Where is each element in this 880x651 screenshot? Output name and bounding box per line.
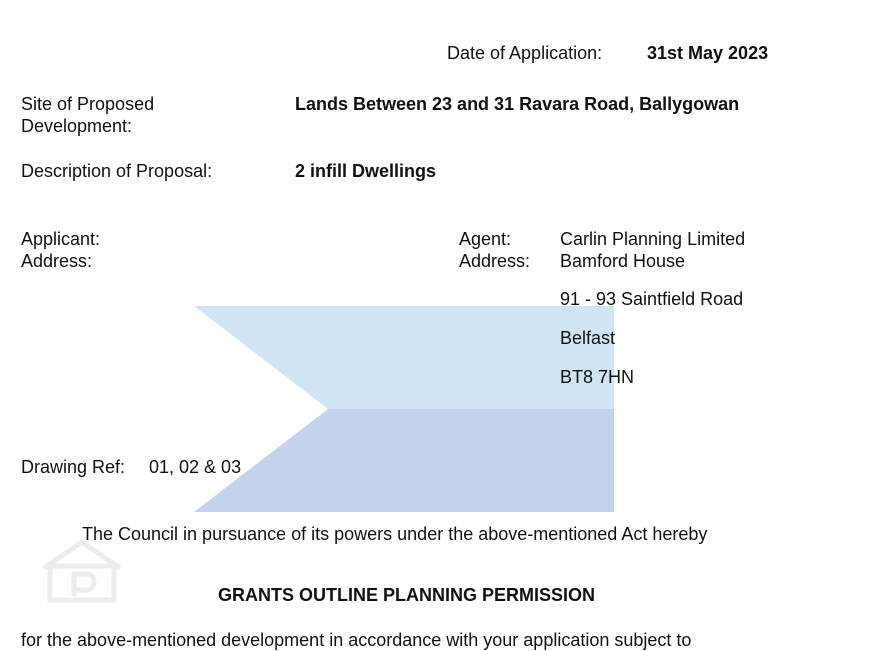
drawing-ref-value: 01, 02 & 03 bbox=[149, 457, 242, 477]
agent-address-label: Address: bbox=[459, 251, 531, 271]
agent-address-line-3: Belfast bbox=[560, 328, 616, 348]
applicant-label: Applicant: bbox=[21, 229, 101, 249]
house-watermark-icon bbox=[42, 538, 122, 604]
applicant-address-label: Address: bbox=[21, 251, 93, 271]
council-intro-text: The Council in pursuance of its powers under the above-mentioned Act hereby bbox=[82, 524, 708, 544]
agent-address-line-4: BT8 7HN bbox=[560, 367, 635, 387]
agent-address-line-1: Bamford House bbox=[560, 251, 686, 271]
site-label-line2: Development: bbox=[21, 116, 133, 136]
description-label: Description of Proposal: bbox=[21, 161, 213, 181]
date-of-application-label: Date of Application: bbox=[447, 43, 603, 63]
date-of-application-value: 31st May 2023 bbox=[647, 43, 769, 63]
description-value: 2 infill Dwellings bbox=[295, 161, 437, 181]
logo-shape-bottom bbox=[194, 409, 614, 512]
agent-address-line-2: 91 - 93 Saintfield Road bbox=[560, 289, 744, 309]
decision-heading: GRANTS OUTLINE PLANNING PERMISSION bbox=[218, 585, 596, 605]
site-value: Lands Between 23 and 31 Ravara Road, Ballygowan bbox=[295, 94, 740, 114]
closing-text: for the above-mentioned development in accordance with your application subject to bbox=[21, 630, 692, 650]
drawing-ref-label: Drawing Ref: bbox=[21, 457, 126, 477]
agent-name: Carlin Planning Limited bbox=[560, 229, 746, 249]
site-label-line1: Site of Proposed bbox=[21, 94, 155, 114]
agent-label: Agent: bbox=[459, 229, 512, 249]
logo-shape-top bbox=[194, 306, 614, 409]
